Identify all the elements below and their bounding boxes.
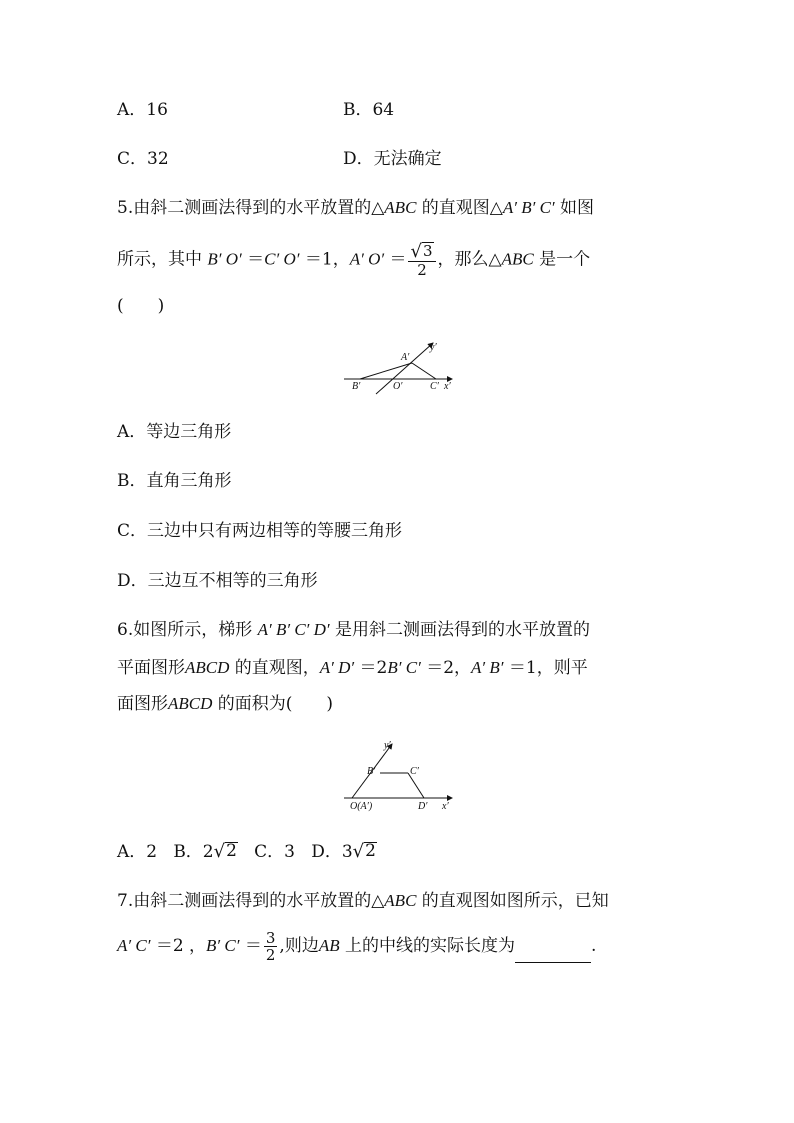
sqrt-symbol: √ — [352, 841, 365, 862]
q6-text: 的直观图， — [229, 658, 320, 678]
sqrt-symbol: √ — [410, 241, 422, 262]
q6-options — [117, 840, 377, 864]
q6-abcd: ABCD — [168, 694, 213, 713]
q6-line2 — [117, 656, 588, 680]
q6-text: 面图形 — [117, 694, 168, 714]
q5-option-c: C．三边中只有两边相等的等腰三角形 — [117, 521, 403, 541]
q6-option-b — [173, 842, 238, 862]
q7-fraction — [264, 930, 278, 963]
q6-text: 6.如图所示，梯形 — [117, 620, 258, 640]
label-d: D′ — [418, 801, 428, 812]
q5-abc: ABC — [384, 198, 417, 217]
label-b: B′ — [367, 766, 376, 777]
label-y: y′ — [430, 342, 437, 353]
q6-ad: A′ D′ — [319, 658, 355, 677]
label-o: O′ — [393, 381, 403, 392]
q4-option-a: A．16 — [117, 100, 168, 120]
label-c: C′ — [430, 381, 439, 392]
q6-line1 — [117, 618, 590, 642]
q5-option-d: D．三边互不相等的三角形 — [117, 571, 318, 591]
q7-ab: AB — [318, 936, 340, 955]
q6-text: ＝2 — [354, 658, 388, 678]
q6-text: ＝2， — [420, 658, 472, 678]
q5-text: 5.由斜二测画法得到的水平放置的△ — [117, 198, 385, 218]
label-b: B′ — [352, 381, 361, 392]
q6-option-d-text: D．3 — [311, 842, 353, 862]
q5-text: ＝1， — [299, 249, 350, 270]
q5-line2 — [117, 242, 590, 278]
q4-option-b: B．64 — [343, 100, 395, 120]
q6-line3 — [117, 692, 333, 716]
q5-figure — [340, 336, 460, 396]
label-o: O(A′) — [350, 801, 373, 812]
q5-bo: B′ O′ — [207, 249, 242, 269]
q5-frac-den: 2 — [417, 261, 427, 279]
sqrt-symbol: √ — [213, 841, 226, 862]
q7-text: 7.由斜二测画法得到的水平放置的△ — [117, 891, 385, 911]
q7-text: . — [591, 936, 597, 956]
q5-text: 如图 — [554, 198, 595, 218]
answer-blank[interactable] — [515, 944, 591, 963]
q6-bc: B′ C′ — [387, 658, 421, 677]
q6-trapezoid: A′ B′ C′ D′ — [257, 620, 330, 639]
q7-text: 上的中线的实际长度为 — [339, 936, 516, 956]
q6-option-a: A．2 — [117, 842, 158, 862]
q6-ab: A′ B′ — [471, 658, 504, 677]
q5-prime-triangle: A′ B′ C′ — [502, 198, 555, 217]
label-a: A′ — [401, 352, 410, 363]
q5-ao: A′ O′ — [349, 249, 385, 269]
q6-option-d-radicand: 2 — [365, 841, 376, 861]
q7-text: ,则边 — [279, 936, 319, 956]
side-ba — [360, 363, 412, 379]
q7-bc: B′ C′ — [206, 936, 240, 955]
q5-text: ＝ — [241, 249, 265, 270]
label-x: x′ — [442, 801, 449, 812]
q4-option-d: D．无法确定 — [343, 149, 442, 169]
q7-ac: A′ C′ — [117, 936, 151, 955]
q5-abc: ABC — [501, 249, 534, 269]
q7-abc: ABC — [384, 891, 417, 910]
q5-text: ，那么△ — [437, 249, 502, 270]
q4-option-c: C．32 — [117, 149, 169, 169]
q7-text: ＝2 ， — [150, 936, 207, 956]
q5-frac-num: 3 — [422, 242, 433, 260]
q6-text: 是用斜二测画法得到的水平放置的 — [329, 620, 591, 640]
label-y: y′ — [384, 740, 391, 751]
q6-figure — [340, 736, 460, 812]
q5-option-b: B．直角三角形 — [117, 471, 232, 491]
q7-frac-num: 3 — [265, 929, 276, 947]
q5-fraction — [408, 242, 435, 278]
q6-option-d — [311, 842, 377, 862]
q5-text: 是一个 — [533, 249, 591, 270]
q6-text: ＝1，则平 — [503, 658, 588, 678]
label-x: x′ — [444, 381, 451, 392]
q5-text: 的直观图△ — [416, 198, 503, 218]
q6-text: 平面图形 — [117, 658, 185, 678]
q6-option-b-radicand: 2 — [226, 841, 237, 861]
q5-line1 — [117, 196, 594, 220]
y-axis — [376, 343, 433, 394]
q7-frac-den: 2 — [265, 946, 276, 964]
q7-text: ＝ — [239, 936, 262, 956]
q7-line2 — [117, 930, 596, 963]
side-ac — [412, 363, 436, 379]
q6-abcd: ABCD — [185, 658, 230, 677]
q7-line1 — [117, 889, 609, 913]
q5-text: ＝ — [384, 249, 407, 270]
q6-option-c: C．3 — [254, 842, 295, 862]
q6-text: 的面积为( ) — [212, 694, 334, 714]
q5-co: C′ O′ — [264, 249, 300, 269]
q5-text: 所示，其中 — [117, 249, 208, 270]
label-c: C′ — [410, 766, 419, 777]
q5-answer-paren: ( ) — [117, 296, 165, 316]
q7-text: 的直观图如图所示，已知 — [416, 891, 609, 911]
q6-option-b-text: B．2 — [173, 842, 214, 862]
q5-option-a: A．等边三角形 — [117, 422, 232, 442]
